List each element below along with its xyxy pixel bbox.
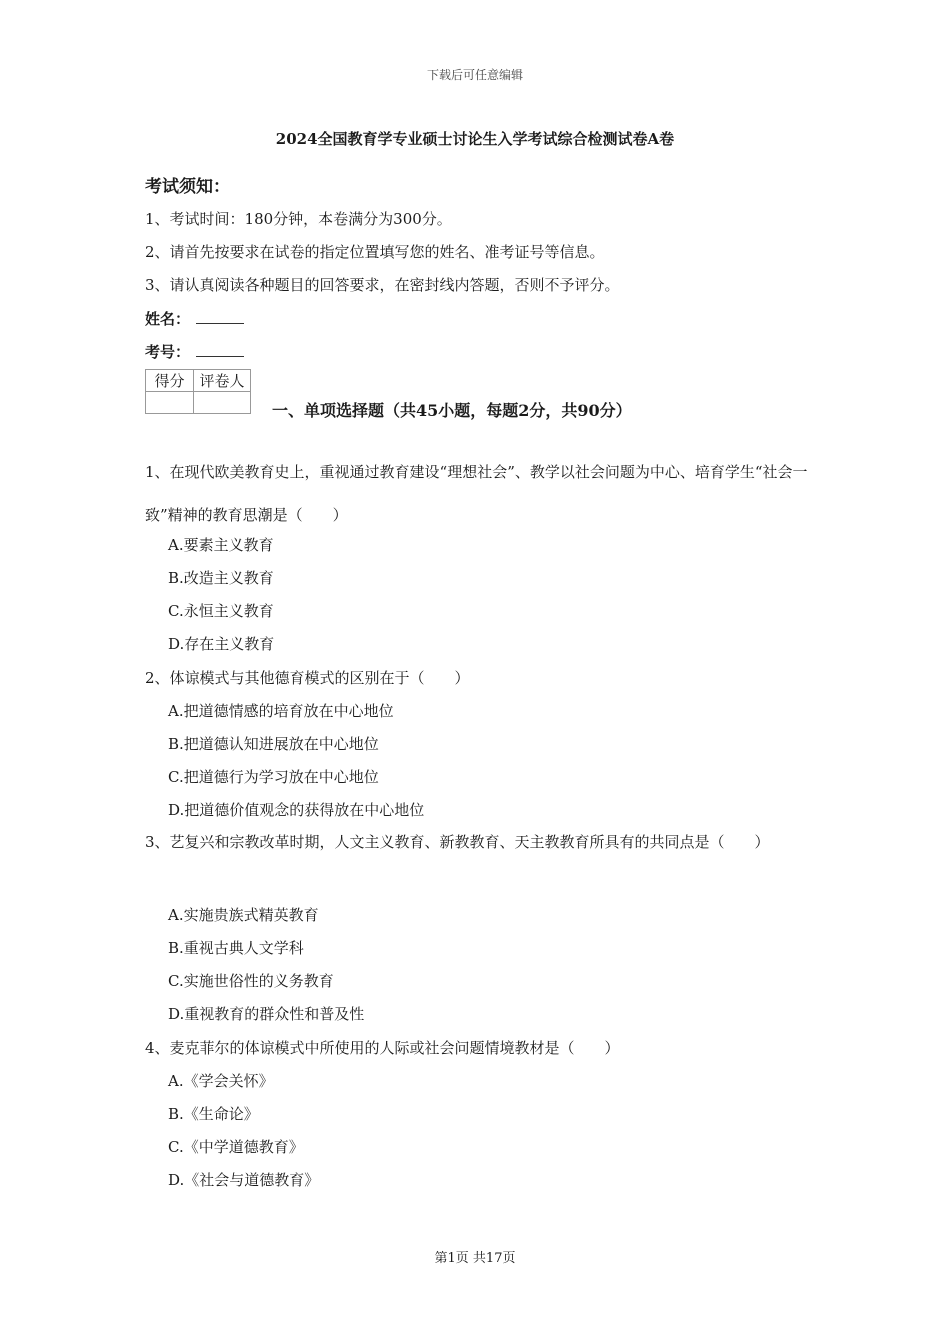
question-stem: 1、在现代欧美教育史上，重视通过教育建设“理想社会”、教学以社会问题为中心、培育学生“社会一致”精神的教育思潮是（ ） <box>145 463 808 524</box>
exam-id-label: 考号： <box>145 343 191 361</box>
grader-cell <box>194 392 251 414</box>
question-stem: 2、体谅模式与其他德育模式的区别在于（ ） <box>145 669 470 687</box>
question-stem: 4、麦克菲尔的体谅模式中所使用的人际或社会问题情境教材是（ ） <box>145 1039 620 1057</box>
name-label: 姓名： <box>145 310 191 328</box>
option-c: C.实施世俗性的义务教育 <box>168 972 334 990</box>
option-a: A.把道德情感的培育放在中心地位 <box>168 702 394 720</box>
option-c: C.《中学道德教育》 <box>168 1138 304 1156</box>
notice-heading: 考试须知： <box>145 177 230 197</box>
option-d: D.存在主义教育 <box>168 635 275 653</box>
page-number: 第1页 共17页 <box>434 1251 516 1266</box>
header-note: 下载后可任意编辑 <box>426 68 523 82</box>
option-c: C.把道德行为学习放在中心地位 <box>168 768 379 786</box>
exam-id-field <box>145 341 244 362</box>
option-a: A.要素主义教育 <box>168 536 274 554</box>
name-blank <box>196 311 244 324</box>
option-d: D.把道德价值观念的获得放在中心地位 <box>168 801 425 819</box>
option-b: B.《生命论》 <box>168 1105 259 1123</box>
question-stem: 3、艺复兴和宗教改革时期，人文主义教育、新教教育、天主教教育所具有的共同点是（ ） <box>145 833 770 851</box>
score-header: 得分 <box>146 370 194 392</box>
name-field <box>145 308 244 329</box>
option-b: B.重视古典人文学科 <box>168 939 304 957</box>
option-c: C.永恒主义教育 <box>168 602 274 620</box>
score-table <box>145 369 251 414</box>
document-title: 2024全国教育学专业硕士讨论生入学考试综合检测试卷A卷 <box>275 130 675 148</box>
grader-header: 评卷人 <box>194 370 251 392</box>
option-b: B.把道德认知进展放在中心地位 <box>168 735 379 753</box>
section-title: 一、单项选择题（共45小题，每题2分，共90分） <box>272 401 632 420</box>
score-cell <box>146 392 194 414</box>
notice-item: 1、考试时间：180分钟，本卷满分为300分。 <box>145 210 452 228</box>
option-a: A.实施贵族式精英教育 <box>168 906 319 924</box>
notice-item: 3、请认真阅读各种题目的回答要求，在密封线内答题，否则不予评分。 <box>145 276 620 294</box>
option-d: D.重视教育的群众性和普及性 <box>168 1005 365 1023</box>
option-a: A.《学会关怀》 <box>168 1072 274 1090</box>
option-b: B.改造主义教育 <box>168 569 274 587</box>
notice-item: 2、请首先按要求在试卷的指定位置填写您的姓名、准考证号等信息。 <box>145 243 605 261</box>
option-d: D.《社会与道德教育》 <box>168 1171 320 1189</box>
exam-id-blank <box>196 344 244 357</box>
